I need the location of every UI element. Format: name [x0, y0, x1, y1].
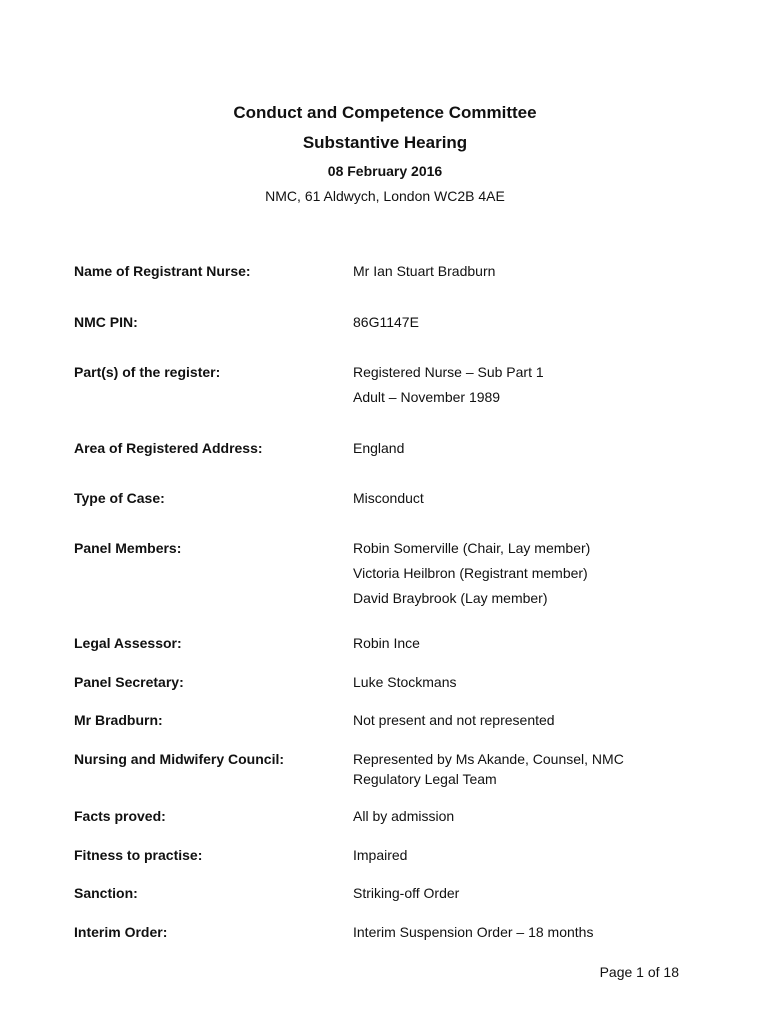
- field-label: Nursing and Midwifery Council:: [74, 751, 285, 767]
- field-label: Fitness to practise:: [74, 847, 203, 863]
- field-value: [353, 883, 693, 903]
- field-value: [353, 362, 693, 412]
- field-value: [353, 438, 693, 458]
- field-value: [353, 261, 693, 281]
- field-label: Sanction:: [74, 885, 138, 901]
- field-label: Panel Secretary:: [74, 674, 184, 690]
- field-value-line: All by admission: [353, 808, 455, 824]
- hearing-date: 08 February 2016: [327, 163, 443, 179]
- field-value-line: Victoria Heilbron (Registrant member): [353, 565, 588, 581]
- field-value-line: Robin Somerville (Chair, Lay member): [353, 540, 591, 556]
- field-value: [353, 488, 693, 508]
- field-label: Type of Case:: [74, 490, 165, 506]
- field-value-line: Registered Nurse – Sub Part 1: [353, 364, 544, 380]
- field-value-line: 86G1147E: [353, 314, 419, 330]
- document-title: Conduct and Competence Committee: [233, 103, 537, 122]
- field-label: NMC PIN:: [74, 314, 138, 330]
- field-value: [353, 922, 693, 942]
- field-value-line: David Braybrook (Lay member): [353, 590, 548, 606]
- field-label: Facts proved:: [74, 808, 166, 824]
- field-value-line: Striking-off Order: [353, 885, 460, 901]
- document-subtitle: Substantive Hearing: [302, 133, 468, 152]
- field-value: [353, 312, 693, 332]
- field-value-line: Interim Suspension Order – 18 months: [353, 924, 594, 940]
- field-label: Interim Order:: [74, 924, 168, 940]
- field-value: [353, 806, 693, 826]
- field-label: Name of Registrant Nurse:: [74, 263, 251, 279]
- field-label: Panel Members:: [74, 540, 182, 556]
- field-value-line: Luke Stockmans: [353, 674, 457, 690]
- field-value-line: Impaired: [353, 847, 408, 863]
- hearing-venue: NMC, 61 Aldwych, London WC2B 4AE: [265, 188, 505, 204]
- field-value-line: Regulatory Legal Team: [353, 771, 497, 787]
- field-value: [353, 710, 693, 730]
- field-value: [353, 845, 693, 865]
- field-value: [353, 538, 693, 613]
- field-value-line: Not present and not represented: [353, 712, 555, 728]
- field-label: Legal Assessor:: [74, 635, 182, 651]
- field-label: Mr Bradburn:: [74, 712, 163, 728]
- field-value-line: Mr Ian Stuart Bradburn: [353, 263, 496, 279]
- field-value: [353, 672, 693, 692]
- field-value-line: Adult – November 1989: [353, 389, 501, 405]
- field-value: [353, 633, 693, 653]
- field-value: [353, 749, 693, 789]
- field-value-line: England: [353, 440, 405, 456]
- field-label: Area of Registered Address:: [74, 440, 263, 456]
- field-value-line: Misconduct: [353, 490, 424, 506]
- field-value-line: Robin Ince: [353, 635, 420, 651]
- field-label: Part(s) of the register:: [74, 364, 221, 380]
- page-number: Page 1 of 18: [599, 964, 679, 980]
- field-value-line: Represented by Ms Akande, Counsel, NMC: [353, 751, 624, 767]
